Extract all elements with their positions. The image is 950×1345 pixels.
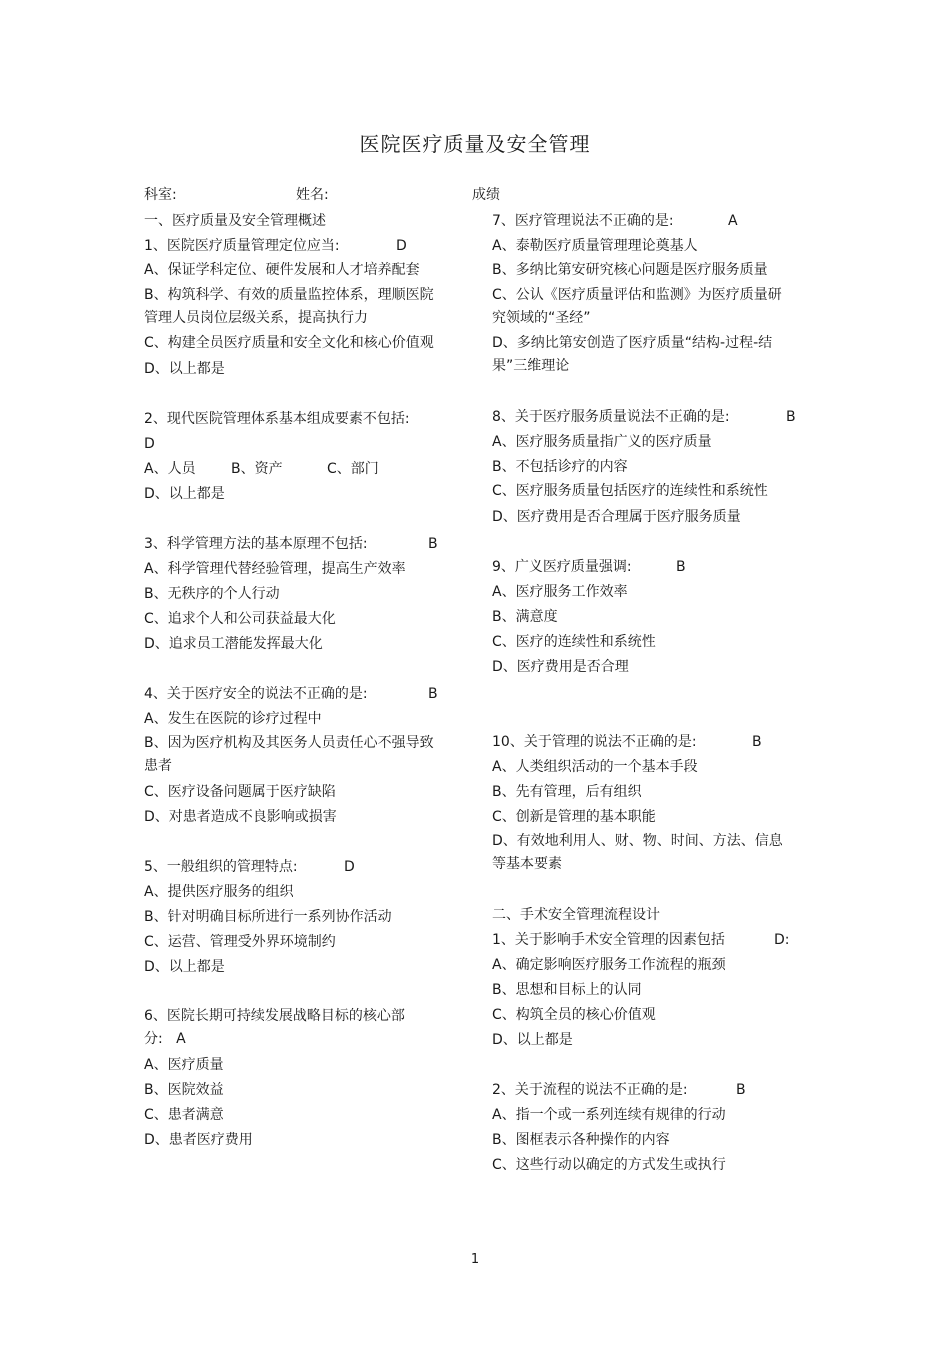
answer-key: B <box>786 409 796 425</box>
section-heading: 二、手术安全管理流程设计 <box>492 907 660 923</box>
question-stem: 5、一般组织的管理特点: D <box>144 855 434 880</box>
option-d: D、以上都是 <box>144 959 225 975</box>
option-d: D、以上都是 <box>144 486 225 502</box>
option-a: A、医疗服务质量指广义的医疗质量 <box>492 434 712 450</box>
option-b: B、不包括诊疗的内容 <box>492 459 628 475</box>
document-title: 医院医疗质量及安全管理 <box>359 132 591 156</box>
answer-key: A <box>728 213 738 229</box>
option-a: A、确定影响医疗服务工作流程的瓶颈 <box>492 957 726 973</box>
option-a: A、保证学科定位、硬件发展和人才培养配套 <box>144 262 420 278</box>
answer-key: B <box>676 559 686 575</box>
option-b: B、图框表示各种操作的内容 <box>492 1132 670 1148</box>
option-c: C、构筑全员的核心价值观 <box>492 1007 656 1023</box>
question-stem: 3、科学管理方法的基本原理不包括: B <box>144 532 434 557</box>
option-d: D、对患者造成不良影响或损害 <box>144 809 337 825</box>
option-b: B、构筑科学、有效的质量监控体系，理顺医院管理人员岗位层级关系，提高执行力 <box>144 287 434 326</box>
question-stem: 8、关于医疗服务质量说法不正确的是: B <box>492 405 787 430</box>
option-a: A、泰勒医疗质量管理理论奠基人 <box>492 238 698 254</box>
option-d: D、追求员工潜能发挥最大化 <box>144 636 323 652</box>
option-d: D、医疗费用是否合理 <box>492 659 629 675</box>
answer-key: B <box>736 1082 746 1098</box>
option-d: D、有效地利用人、财、物、时间、方法、信息等基本要素 <box>492 833 783 872</box>
option-a: A、指一个或一系列连续有规律的行动 <box>492 1107 726 1123</box>
option-b: B、医院效益 <box>144 1082 224 1098</box>
dept-label: 科室: <box>144 187 177 203</box>
option-d: D、多纳比第安创造了医疗质量“结构-过程-结果”三维理论 <box>492 335 773 374</box>
option-d: D、以上都是 <box>144 361 225 377</box>
option-c: C、运营、管理受外界环境制约 <box>144 934 336 950</box>
option-a: A、提供医疗服务的组织 <box>144 884 294 900</box>
option-b: B、多纳比第安研究核心问题是医疗服务质量 <box>492 262 768 278</box>
right-column <box>492 209 796 1178</box>
option-b: B、针对明确目标所进行一系列协作活动 <box>144 909 392 925</box>
option-b: B、无秩序的个人行动 <box>144 586 280 602</box>
option-b: B、因为医疗机构及其医务人员责任心不强导致患者 <box>144 735 434 774</box>
option-c: C、医疗的连续性和系统性 <box>492 634 656 650</box>
answer-key: B <box>752 734 762 750</box>
option-b: B、先有管理，后有组织 <box>492 784 642 800</box>
option-b: B、满意度 <box>492 609 558 625</box>
option-c: C、医疗设备问题属于医疗缺陷 <box>144 784 336 800</box>
answer-key: A <box>176 1031 186 1047</box>
page-number: 1 <box>470 1252 480 1267</box>
option-c: C、创新是管理的基本职能 <box>492 809 656 825</box>
answer-key: D <box>396 238 407 254</box>
answer-key: B <box>428 536 438 552</box>
question-stem: 1、关于影响手术安全管理的因素包括 D: <box>492 928 787 953</box>
option-a: A、科学管理代替经验管理，提高生产效率 <box>144 561 406 577</box>
section-heading: 一、医疗质量及安全管理概述 <box>144 213 326 229</box>
option-c: C、追求个人和公司获益最大化 <box>144 611 336 627</box>
option-a: A、医疗服务工作效率 <box>492 584 628 600</box>
option-c: C、构建全员医疗质量和安全文化和核心价值观 <box>144 335 434 351</box>
question-stem: 1、医院医疗质量管理定位应当: D <box>144 234 434 259</box>
option-a: A、医疗质量 <box>144 1057 224 1073</box>
score-label: 成绩 <box>472 187 500 203</box>
question-stem: 9、广义医疗质量强调: B <box>492 555 787 580</box>
name-label: 姓名: <box>296 187 329 203</box>
option-c: C、医疗服务质量包括医疗的连续性和系统性 <box>492 483 768 499</box>
question-stem: 7、医疗管理说法不正确的是: A <box>492 209 787 234</box>
option-a: A、发生在医院的诊疗过程中 <box>144 711 322 727</box>
question-stem: 4、关于医疗安全的说法不正确的是: B <box>144 682 434 707</box>
option-c: C、公认《医疗质量评估和监测》为医疗质量研究领域的“圣经” <box>492 287 782 326</box>
option-c: C、患者满意 <box>144 1107 224 1123</box>
option-d: D、以上都是 <box>492 1032 573 1048</box>
option-d: D、患者医疗费用 <box>144 1132 253 1148</box>
option-c: C、这些行动以确定的方式发生或执行 <box>492 1157 726 1173</box>
answer-key: D <box>344 859 355 875</box>
answer-key: B <box>428 686 438 702</box>
answer-key: D: <box>774 932 790 948</box>
options-row: A、人员 B、资产 C、部门 <box>144 461 379 477</box>
option-a: A、人类组织活动的一个基本手段 <box>492 759 698 775</box>
question-stem: 2、关于流程的说法不正确的是: B <box>492 1078 787 1103</box>
option-b: B、思想和目标上的认同 <box>492 982 642 998</box>
question-stem: 10、关于管理的说法不正确的是: B <box>492 730 787 755</box>
left-column <box>144 209 438 1153</box>
question-stem: 6、医院长期可持续发展战略目标的核心部分: A <box>144 1008 405 1047</box>
answer-key: D <box>144 436 155 452</box>
option-d: D、医疗费用是否合理属于医疗服务质量 <box>492 509 741 525</box>
question-stem: 2、现代医院管理体系基本组成要素不包括: <box>144 411 410 427</box>
